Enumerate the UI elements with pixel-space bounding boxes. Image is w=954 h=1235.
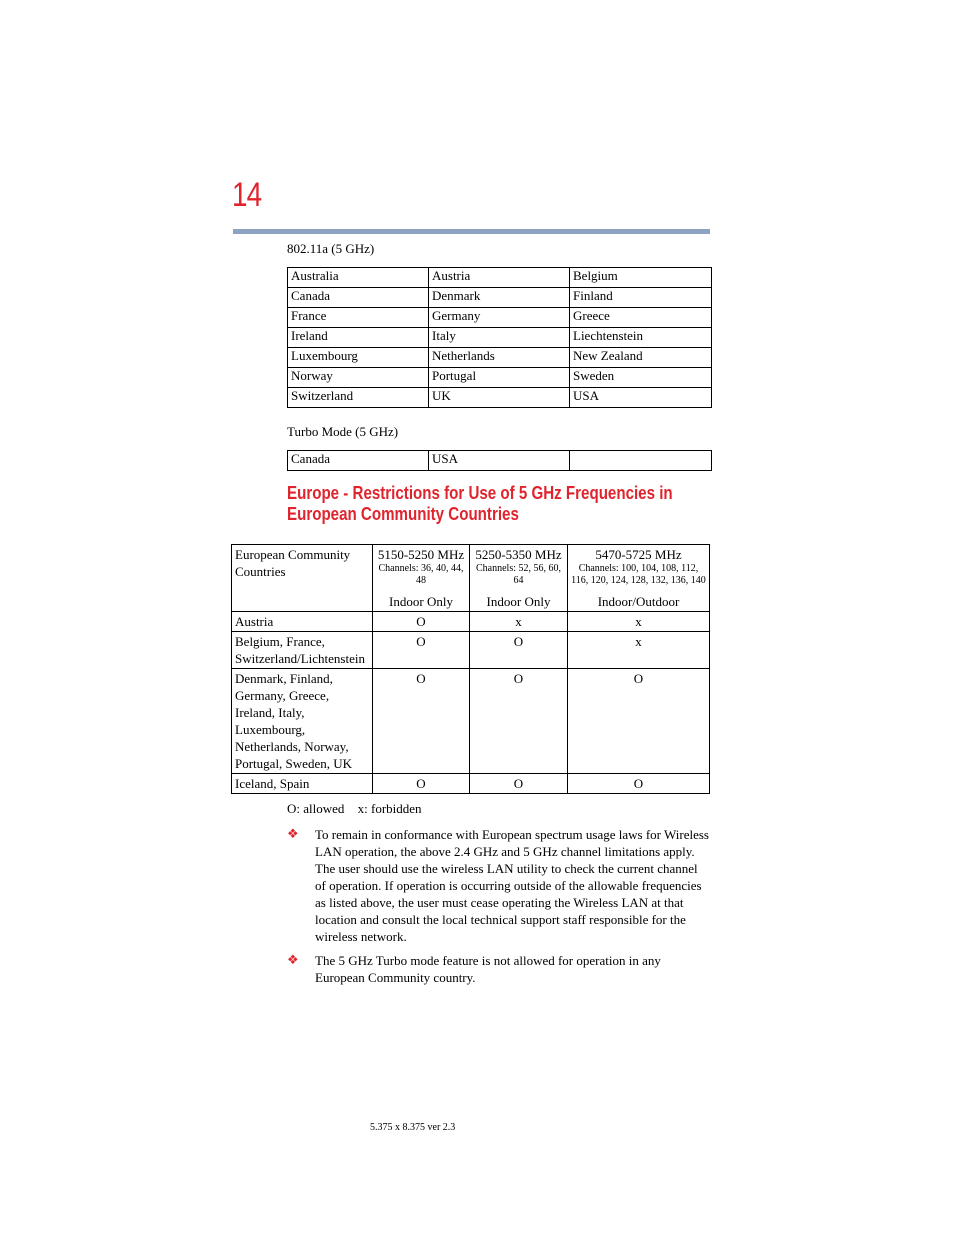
table-cell: UK [429,388,570,408]
table-cell: Canada [288,288,429,308]
table-cell-value: O [373,669,470,774]
table-row [232,669,710,774]
table-cell: Italy [429,328,570,348]
column-header-band [568,545,710,612]
table-cell [570,451,712,471]
table-cell-countries: Austria [232,612,373,632]
band-channels: Channels: 100, 104, 108, 112, 116, 120, 124, 128, 132, 136, 140 [571,563,706,586]
table-row [288,328,712,348]
table-cell-value: O [568,774,710,794]
table-row [288,388,712,408]
table-cell: USA [429,451,570,471]
diamond-bullet-icon: ❖ [287,953,299,968]
table-cell-value: x [568,632,710,669]
table-cell: Portugal [429,368,570,388]
band-mode: Indoor Only [486,594,551,609]
table-row [232,774,710,794]
table-cell-countries: Iceland, Spain [232,774,373,794]
column-header-band [470,545,568,612]
header-rule [233,229,710,234]
footer: 5.375 x 8.375 ver 2.3 [370,1122,456,1133]
page-number: 14 [232,176,262,214]
caption-80211a: 802.11a (5 GHz) [287,241,375,256]
table-cell-value: O [470,669,568,774]
table-row [232,632,710,669]
table-cell-value: O [568,669,710,774]
table-row [288,308,712,328]
table-cell: Belgium [570,268,712,288]
band-frequency: 5150-5250 MHz [377,547,465,562]
table-cell-value: x [568,612,710,632]
table-header-row [232,545,710,612]
table-cell-value: x [470,612,568,632]
column-header-countries: European Community Countries [232,545,373,612]
table-cell: Denmark [429,288,570,308]
table-cell-countries: Belgium, France, Switzerland/Lichtenstein [232,632,373,669]
table-turbo [287,450,712,471]
table-row [232,612,710,632]
table-cell: Liechtenstein [570,328,712,348]
table-row [288,268,712,288]
table-row [288,288,712,308]
band-frequency: 5470-5725 MHz [595,547,682,562]
table-row [288,451,712,471]
table-cell: Luxembourg [288,348,429,368]
table-row [288,368,712,388]
table-cell: Greece [570,308,712,328]
table-cell: Germany [429,308,570,328]
legend-allowed: O: allowed [287,801,345,816]
table-cell-value: O [470,774,568,794]
band-mode: Indoor Only [389,594,453,609]
band-mode: Indoor/Outdoor [597,594,680,609]
table-cell: Canada [288,451,429,471]
table-cell-value: O [373,774,470,794]
table-cell: Switzerland [288,388,429,408]
table-cell: France [288,308,429,328]
band-channels: Channels: 36, 40, 44, 48 [378,563,464,586]
table-cell: Finland [570,288,712,308]
table-cell: Sweden [570,368,712,388]
table-cell: Austria [429,268,570,288]
diamond-bullet-icon: ❖ [287,827,299,842]
eu-restrictions-table [231,544,710,794]
table-cell-value: O [373,612,470,632]
table-80211a [287,267,712,408]
table-cell: Australia [288,268,429,288]
table-cell: USA [570,388,712,408]
table-cell: Netherlands [429,348,570,368]
table-cell: Ireland [288,328,429,348]
band-channels: Channels: 52, 56, 60, 64 [476,563,561,586]
table-row [288,348,712,368]
legend-forbidden: x: forbidden [357,801,422,816]
bullet-text: To remain in conformance with European spectrum usage laws for Wireless LAN operation, the above 2.4 GHz and 5 GHz channel limitations apply. The user should use the wireless LAN utility to check the current channel of operation. If operation is occurring outside of the allowable frequencies as listed above, the user must cease operating the Wireless LAN at that location and consult the local technical support staff responsible for the wireless network. [315,827,709,944]
caption-turbo: Turbo Mode (5 GHz) [287,424,399,439]
column-header-band [373,545,470,612]
section-heading: Europe - Restrictions for Use of 5 GHz Frequencies in European Community Countries [287,483,673,524]
table-cell-countries: Denmark, Finland, Germany, Greece, Ireland, Italy, Luxembourg, Netherlands, Norway, Portugal, Sweden, UK [232,669,373,774]
table-cell-value: O [470,632,568,669]
bullet-text: The 5 GHz Turbo mode feature is not allowed for operation in any European Community country. [315,953,661,985]
legend [287,801,432,817]
band-frequency: 5250-5350 MHz [475,547,562,562]
table-cell: New Zealand [570,348,712,368]
table-cell-value: O [373,632,470,669]
table-cell: Norway [288,368,429,388]
